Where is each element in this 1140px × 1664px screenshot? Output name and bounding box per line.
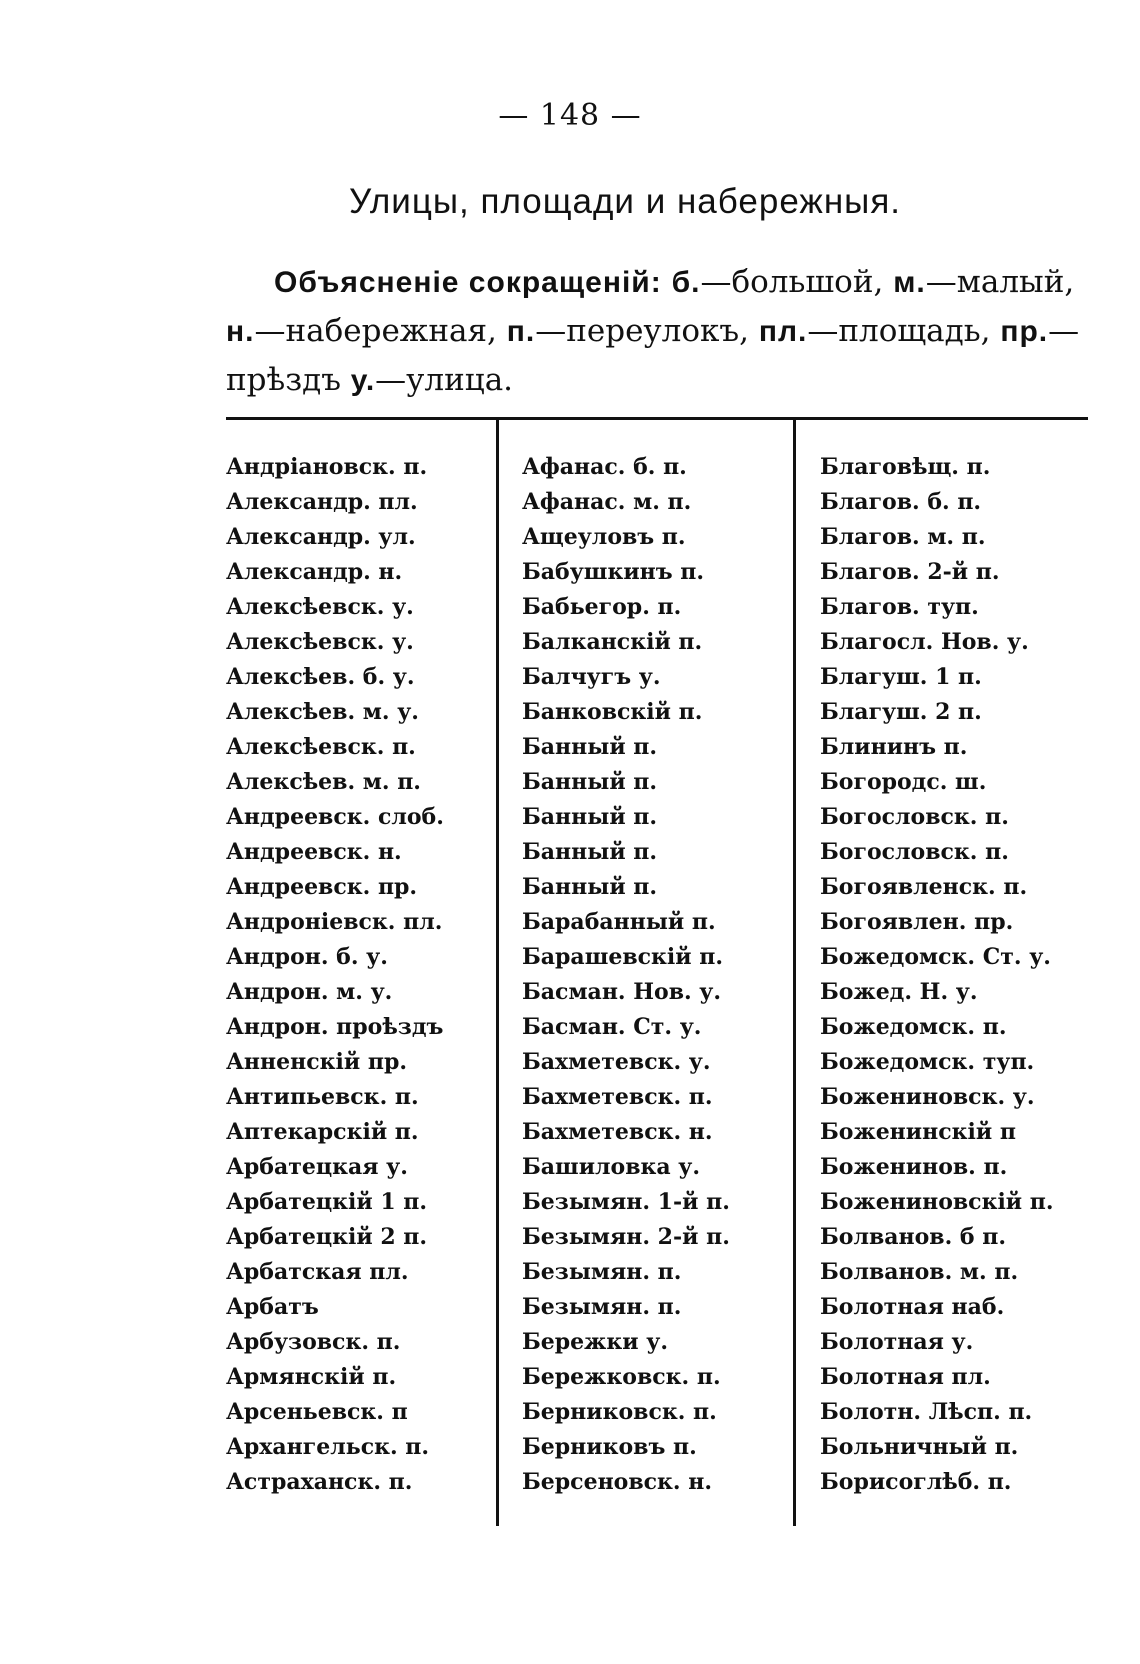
abbr-key: п. [506, 315, 536, 348]
street-entry: Ащеуловъ п. [522, 524, 686, 550]
street-entry: Безымян. 1-й п. [522, 1189, 730, 1215]
street-entry: Арбатецкая у. [226, 1154, 408, 1180]
abbr-meaning: —набережная, [254, 313, 497, 349]
street-entry: Банный п. [522, 769, 658, 795]
abbr-key: пл. [758, 315, 808, 348]
abbr-meaning: —переулокъ, [535, 313, 749, 349]
abbreviation-line-3 [226, 356, 1096, 405]
street-entry: Блининъ п. [820, 734, 968, 760]
street-entry: Борисоглѣб. п. [820, 1469, 1012, 1495]
street-entry: Арбатъ [226, 1294, 319, 1320]
abbr-meaning: —улица. [375, 362, 514, 398]
street-column-3 [820, 450, 1054, 1500]
page-number: — 148 — [498, 98, 642, 133]
abbr-key: н. [226, 315, 255, 348]
street-entry: Болванов. б п. [820, 1224, 1007, 1250]
street-entry: Болотн. Лѣсп. п. [820, 1399, 1033, 1425]
street-entry: Алексѣевск. п. [226, 734, 416, 760]
street-column-2 [522, 450, 730, 1500]
street-entry: Богоявлен. пр. [820, 909, 1014, 935]
abbreviation-legend [226, 258, 1096, 405]
street-entry: Аптекарскій п. [226, 1119, 419, 1145]
street-entry: Архангельск. п. [226, 1434, 430, 1460]
street-entry: Барашевскій п. [522, 944, 723, 970]
street-entry: Арсеньевск. п [226, 1399, 408, 1425]
street-entry: Болотная пл. [820, 1364, 991, 1390]
street-entry: Алексѣев. м. п. [226, 769, 421, 795]
abbreviation-line-2 [226, 307, 1096, 356]
street-entry: Боженинскій п [820, 1119, 1016, 1145]
abbr-meaning: прѣздъ [226, 362, 341, 398]
street-entry: Алексѣев. б. у. [226, 664, 415, 690]
street-entry: Банный п. [522, 804, 658, 830]
horizontal-rule [226, 417, 1088, 420]
street-entry: Богословск. п. [820, 839, 1009, 865]
street-entry: Анненскій пр. [226, 1049, 407, 1075]
street-entry: Болотная у. [820, 1329, 974, 1355]
street-entry: Андреевск. слоб. [226, 804, 444, 830]
street-entry: Александр. н. [226, 559, 403, 585]
street-entry: Арбатецкій 2 п. [226, 1224, 428, 1250]
street-column-1 [226, 450, 444, 1500]
street-entry: Афанас. м. п. [522, 489, 692, 515]
street-entry: Благов. туп. [820, 594, 979, 620]
street-entry: Банный п. [522, 734, 658, 760]
abbr-meaning: —малый, [925, 264, 1075, 300]
street-entry: Божедомск. Ст. у. [820, 944, 1051, 970]
street-entry: Андрон. м. у. [226, 979, 393, 1005]
street-entry: Астраханск. п. [226, 1469, 413, 1495]
street-entry: Андроніевск. пл. [226, 909, 443, 935]
abbr-meaning: —площадь, [807, 313, 991, 349]
street-entry: Андрон. б. у. [226, 944, 388, 970]
page-title: Улицы, площади и набережныя. [348, 182, 901, 221]
abbreviation-heading: Объясненіе сокращеній: [274, 266, 662, 299]
abbr-key: б. [671, 266, 701, 299]
street-entry: Благуш. 2 п. [820, 699, 982, 725]
abbr-key: м. [893, 266, 926, 299]
street-entry: Башиловка у. [522, 1154, 701, 1180]
street-entry: Больничный п. [820, 1434, 1019, 1460]
street-entry: Балканскій п. [522, 629, 703, 655]
abbr-meaning: — [1048, 313, 1080, 349]
street-entry: Бережковск. п. [522, 1364, 721, 1390]
street-entry: Бахметевск. у. [522, 1049, 711, 1075]
street-entry: Бахметевск. п. [522, 1084, 713, 1110]
street-entry: Антипьевск. п. [226, 1084, 419, 1110]
street-entry: Благуш. 1 п. [820, 664, 982, 690]
street-entry: Безымян. п. [522, 1259, 682, 1285]
street-entry: Благов. м. п. [820, 524, 986, 550]
street-entry: Бахметевск. н. [522, 1119, 713, 1145]
street-entry: Благов. 2-й п. [820, 559, 1000, 585]
street-entry: Бабушкинъ п. [522, 559, 705, 585]
abbr-key: у. [350, 364, 376, 397]
street-entry: Арбатецкій 1 п. [226, 1189, 428, 1215]
street-entry: Благовѣщ. п. [820, 454, 991, 480]
street-entry: Божедомск. п. [820, 1014, 1007, 1040]
column-divider [496, 420, 499, 1526]
street-entry: Благов. б. п. [820, 489, 982, 515]
street-entry: Алексѣев. м. у. [226, 699, 419, 725]
street-entry: Бабьегор. п. [522, 594, 682, 620]
street-entry: Божедомск. туп. [820, 1049, 1035, 1075]
street-entry: Алексѣевск. у. [226, 594, 414, 620]
street-entry: Арбатская пл. [226, 1259, 409, 1285]
street-entry: Божед. Н. у. [820, 979, 978, 1005]
street-entry: Божениновск. у. [820, 1084, 1035, 1110]
street-entry: Богоявленск. п. [820, 874, 1028, 900]
street-entry: Берниковъ п. [522, 1434, 697, 1460]
street-entry: Андреевск. н. [226, 839, 402, 865]
street-entry: Безымян. 2-й п. [522, 1224, 730, 1250]
abbreviation-line-1 [226, 258, 1096, 307]
column-divider [793, 420, 796, 1526]
street-entry: Банковскій п. [522, 699, 703, 725]
street-entry: Андрон. проѣздъ [226, 1014, 444, 1040]
street-entry: Банный п. [522, 839, 658, 865]
street-entry: Александр. ул. [226, 524, 416, 550]
street-entry: Боженинов. п. [820, 1154, 1008, 1180]
street-entry: Афанас. б. п. [522, 454, 687, 480]
street-entry: Балчугъ у. [522, 664, 661, 690]
street-entry: Берсеновск. н. [522, 1469, 712, 1495]
street-entry: Божениновскій п. [820, 1189, 1054, 1215]
street-entry: Безымян. п. [522, 1294, 682, 1320]
street-entry: Басман. Нов. у. [522, 979, 722, 1005]
street-entry: Басман. Ст. у. [522, 1014, 702, 1040]
street-entry: Арбузовск. п. [226, 1329, 401, 1355]
abbr-meaning: —большой, [700, 264, 884, 300]
street-entry: Бережки у. [522, 1329, 668, 1355]
street-entry: Богородс. ш. [820, 769, 987, 795]
street-entry: Андреевск. пр. [226, 874, 418, 900]
abbr-key: пр. [1000, 315, 1049, 348]
street-entry: Алексѣевск. у. [226, 629, 414, 655]
street-entry: Андріановск. п. [226, 454, 428, 480]
street-entry: Барабанный п. [522, 909, 716, 935]
street-entry: Благосл. Нов. у. [820, 629, 1029, 655]
street-entry: Богословск. п. [820, 804, 1009, 830]
street-entry: Болванов. м. п. [820, 1259, 1019, 1285]
street-entry: Александр. пл. [226, 489, 418, 515]
street-entry: Армянскій п. [226, 1364, 397, 1390]
street-entry: Болотная наб. [820, 1294, 1005, 1320]
street-entry: Банный п. [522, 874, 658, 900]
street-entry: Берниковск. п. [522, 1399, 717, 1425]
